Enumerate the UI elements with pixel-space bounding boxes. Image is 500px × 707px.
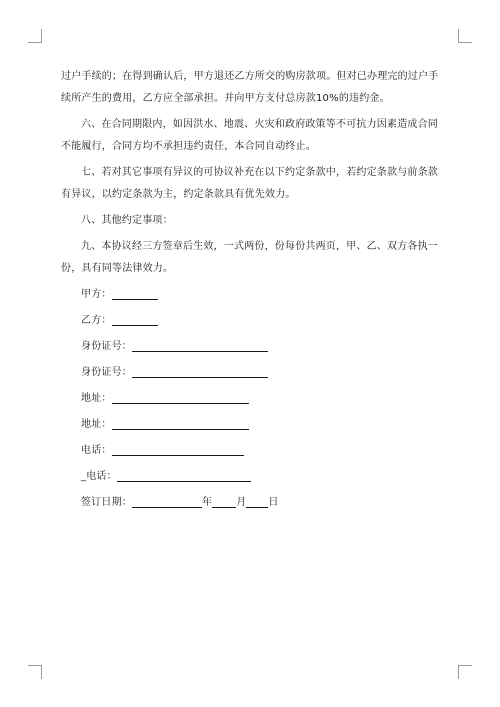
address-field-2 [81, 414, 441, 436]
phone-label-1: 电话： [81, 445, 112, 456]
party-b-label: 乙方： [81, 315, 112, 326]
address-blank-2[interactable] [112, 417, 249, 430]
paragraph-clause-9: 九、本协议经三方签章后生效，一式两份，份每份共两页，甲、乙、双方各执一份，具有同等法律效力。 [61, 241, 438, 274]
crop-mark-bottom-right [458, 665, 472, 679]
party-b-blank[interactable] [112, 313, 158, 326]
sign-date-label: 签订日期： [81, 497, 132, 508]
phone-field-2 [81, 466, 441, 488]
id-number-blank-2[interactable] [132, 365, 268, 378]
paragraph-transfer-fees: 过户手续的；在得到确认后，甲方退还乙方所交的购房款项。但对已办理完的过户手续所产生的费用，乙方应全部承担。并向甲方支付总房款10%的违约金。 [61, 71, 439, 104]
year-label: 年 [202, 497, 213, 508]
id-number-field-1 [81, 336, 441, 358]
party-a-field [81, 284, 441, 306]
month-label: 月 [236, 497, 247, 508]
year-blank[interactable] [132, 495, 202, 508]
day-label: 日 [268, 497, 279, 508]
paragraph-clause-6: 六、在合同期限内，如因洪水、地震、火灾和政府政策等不可抗力因素造成合同不能履行，合同方均不承担违约责任，本合同自动终止。 [61, 119, 438, 152]
party-b-field [81, 310, 441, 332]
address-label-2: 地址： [81, 419, 112, 430]
address-label-1: 地址： [81, 393, 112, 404]
paragraph-clause-8: 八、其他约定事项： [81, 215, 173, 226]
address-field-1 [81, 388, 441, 410]
id-number-field-2 [81, 362, 441, 384]
address-blank-1[interactable] [112, 391, 249, 404]
id-number-label-1: 身份证号： [81, 341, 132, 352]
phone-label-2: _电话： [81, 471, 117, 482]
document-body [61, 66, 441, 518]
crop-mark-bottom-left [28, 665, 42, 679]
id-number-label-2: 身份证号： [81, 367, 132, 378]
crop-mark-top-left [28, 29, 42, 43]
phone-blank-1[interactable] [112, 443, 244, 456]
crop-mark-top-right [458, 29, 472, 43]
month-blank[interactable] [212, 495, 236, 508]
phone-field-1 [81, 440, 441, 462]
phone-blank-2[interactable] [117, 469, 251, 482]
party-a-label: 甲方： [81, 289, 112, 300]
id-number-blank-1[interactable] [132, 339, 268, 352]
party-a-blank[interactable] [112, 287, 158, 300]
day-blank[interactable] [246, 495, 268, 508]
sign-date-field [81, 492, 441, 514]
paragraph-clause-7: 七、若对其它事项有异议的可协议补充在以下约定条款中，若约定条款与前条款有异议，以约定条款为主，约定条款具有优先效力。 [61, 167, 438, 200]
